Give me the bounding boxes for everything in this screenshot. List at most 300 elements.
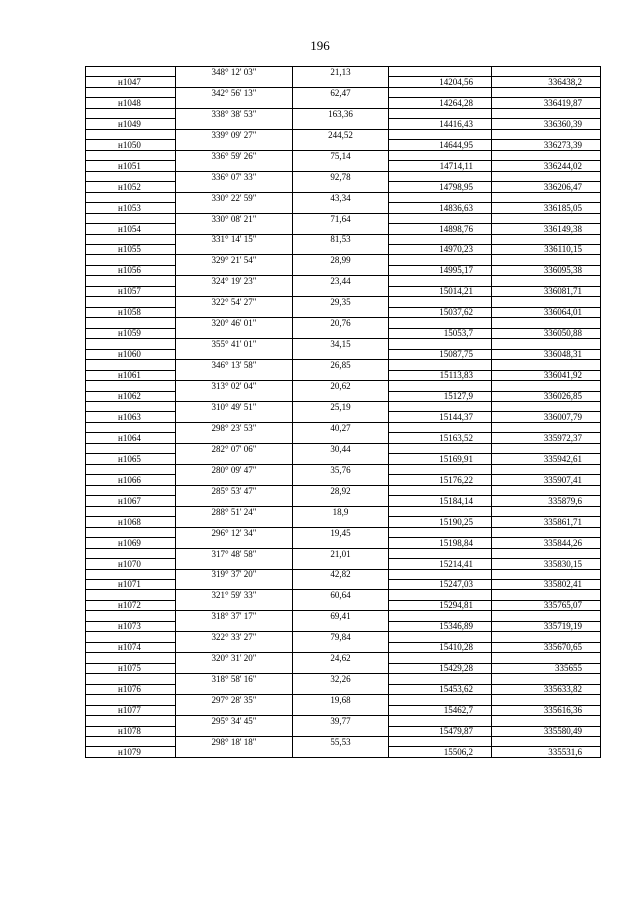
direction-angle-cell: 320° 31' 20" (176, 653, 293, 663)
point-name-cell (86, 695, 176, 705)
direction-angle-cell: 298° 23' 53" (176, 422, 293, 432)
point-name-cell (86, 213, 176, 223)
segment-row (86, 422, 601, 432)
coordinate-x-cell (389, 339, 492, 349)
direction-angle-cell: 336° 07' 33" (176, 171, 293, 181)
distance-cell: 21,13 (293, 67, 389, 77)
coordinate-x-cell: 15214,41 (389, 559, 492, 569)
point-row (86, 559, 601, 569)
point-name-cell: н1065 (86, 454, 176, 464)
direction-angle-cell (176, 475, 293, 485)
distance-cell: 62,47 (293, 87, 389, 97)
segment-row (86, 611, 601, 621)
point-row (86, 496, 601, 506)
point-name-cell: н1048 (86, 98, 176, 108)
distance-cell: 30,44 (293, 443, 389, 453)
coordinate-x-cell (389, 422, 492, 432)
coordinate-y-cell: 336185,05 (492, 203, 601, 213)
point-name-cell (86, 590, 176, 600)
distance-cell (293, 726, 389, 736)
point-name-cell (86, 422, 176, 432)
distance-cell: 69,41 (293, 611, 389, 621)
coordinate-y-cell: 336026,85 (492, 391, 601, 401)
coordinate-x-cell: 14416,43 (389, 119, 492, 129)
coordinate-x-cell (389, 527, 492, 537)
point-name-cell (86, 150, 176, 160)
point-name-cell: н1063 (86, 412, 176, 422)
point-name-cell: н1052 (86, 182, 176, 192)
coordinate-y-cell (492, 87, 601, 97)
coordinate-x-cell: 15429,28 (389, 663, 492, 673)
direction-angle-cell: 331° 14' 15" (176, 234, 293, 244)
coordinate-x-cell (389, 737, 492, 747)
direction-angle-cell: 348° 12' 03" (176, 67, 293, 77)
direction-angle-cell (176, 265, 293, 275)
coordinate-x-cell: 15506,2 (389, 747, 492, 757)
direction-angle-cell (176, 203, 293, 213)
coordinate-x-cell (389, 506, 492, 516)
distance-cell: 39,77 (293, 716, 389, 726)
direction-angle-cell (176, 663, 293, 673)
point-row (86, 349, 601, 359)
point-row (86, 98, 601, 108)
coordinate-x-cell (389, 569, 492, 579)
direction-angle-cell: 346° 13' 58" (176, 360, 293, 370)
segment-row (86, 318, 601, 328)
coordinate-x-cell (389, 276, 492, 286)
direction-angle-cell: 321° 59' 33" (176, 590, 293, 600)
point-name-cell: н1078 (86, 726, 176, 736)
distance-cell (293, 663, 389, 673)
point-row (86, 244, 601, 254)
point-name-cell: н1060 (86, 349, 176, 359)
coordinate-y-cell: 336041,92 (492, 370, 601, 380)
point-name-cell (86, 443, 176, 453)
point-name-cell: н1067 (86, 496, 176, 506)
coordinate-y-cell: 336360,39 (492, 119, 601, 129)
coordinate-x-cell (389, 464, 492, 474)
coordinate-x-cell: 15410,28 (389, 642, 492, 652)
direction-angle-cell (176, 684, 293, 694)
direction-angle-cell: 298° 18' 18" (176, 737, 293, 747)
coordinate-x-cell (389, 653, 492, 663)
segment-row (86, 402, 601, 412)
coordinate-x-cell: 15190,25 (389, 517, 492, 527)
coordinate-y-cell: 336095,38 (492, 265, 601, 275)
direction-angle-cell (176, 412, 293, 422)
coordinate-x-cell (389, 695, 492, 705)
coordinate-y-cell: 335670,65 (492, 642, 601, 652)
coordinate-y-cell: 335907,41 (492, 475, 601, 485)
coordinate-y-cell: 336064,01 (492, 307, 601, 317)
point-row (86, 328, 601, 338)
coordinate-x-cell: 15294,81 (389, 600, 492, 610)
direction-angle-cell (176, 244, 293, 254)
distance-cell (293, 496, 389, 506)
coordinate-x-cell (389, 590, 492, 600)
distance-cell: 25,19 (293, 402, 389, 412)
point-name-cell (86, 402, 176, 412)
direction-angle-cell (176, 747, 293, 757)
direction-angle-cell: 322° 33' 27" (176, 632, 293, 642)
point-name-cell (86, 548, 176, 558)
point-row (86, 412, 601, 422)
distance-cell: 35,76 (293, 464, 389, 474)
point-name-cell: н1071 (86, 579, 176, 589)
direction-angle-cell: 355° 41' 01" (176, 339, 293, 349)
distance-cell: 71,64 (293, 213, 389, 223)
distance-cell: 55,53 (293, 737, 389, 747)
coordinate-x-cell: 15087,75 (389, 349, 492, 359)
segment-row (86, 192, 601, 202)
direction-angle-cell: 280° 09' 47" (176, 464, 293, 474)
distance-cell: 28,99 (293, 255, 389, 265)
distance-cell (293, 433, 389, 443)
distance-cell: 79,84 (293, 632, 389, 642)
distance-cell: 19,45 (293, 527, 389, 537)
coordinate-y-cell: 335531,6 (492, 747, 601, 757)
coordinate-x-cell (389, 716, 492, 726)
coordinate-y-cell (492, 506, 601, 516)
point-row (86, 517, 601, 527)
segment-row (86, 171, 601, 181)
direction-angle-cell (176, 517, 293, 527)
coordinate-x-cell (389, 632, 492, 642)
distance-cell: 92,78 (293, 171, 389, 181)
direction-angle-cell: 339° 09' 27" (176, 129, 293, 139)
segment-row (86, 527, 601, 537)
distance-cell (293, 182, 389, 192)
distance-cell (293, 77, 389, 87)
coordinate-y-cell (492, 422, 601, 432)
distance-cell (293, 286, 389, 296)
point-name-cell (86, 318, 176, 328)
distance-cell: 75,14 (293, 150, 389, 160)
point-name-cell (86, 87, 176, 97)
distance-cell: 42,82 (293, 569, 389, 579)
distance-cell: 81,53 (293, 234, 389, 244)
segment-row (86, 653, 601, 663)
point-row (86, 433, 601, 443)
coordinate-x-cell: 14714,11 (389, 161, 492, 171)
point-name-cell: н1053 (86, 203, 176, 213)
distance-cell: 244,52 (293, 129, 389, 139)
direction-angle-cell (176, 328, 293, 338)
point-name-cell: н1061 (86, 370, 176, 380)
distance-cell (293, 244, 389, 254)
direction-angle-cell: 318° 58' 16" (176, 674, 293, 684)
coordinate-x-cell (389, 129, 492, 139)
segment-row (86, 716, 601, 726)
distance-cell (293, 642, 389, 652)
coordinate-x-cell: 14898,76 (389, 224, 492, 234)
point-name-cell: н1062 (86, 391, 176, 401)
coordinate-x-cell: 15053,7 (389, 328, 492, 338)
distance-cell (293, 579, 389, 589)
point-name-cell (86, 171, 176, 181)
coordinate-y-cell (492, 255, 601, 265)
distance-cell (293, 747, 389, 757)
point-name-cell (86, 653, 176, 663)
distance-cell: 23,44 (293, 276, 389, 286)
direction-angle-cell: 319° 37' 20" (176, 569, 293, 579)
point-name-cell (86, 485, 176, 495)
coordinate-x-cell (389, 548, 492, 558)
coordinate-x-cell (389, 485, 492, 495)
direction-angle-cell (176, 224, 293, 234)
point-name-cell (86, 339, 176, 349)
coordinate-y-cell (492, 360, 601, 370)
direction-angle-cell: 285° 53' 47" (176, 485, 293, 495)
point-name-cell (86, 192, 176, 202)
coordinate-y-cell: 335830,15 (492, 559, 601, 569)
distance-cell: 43,34 (293, 192, 389, 202)
coordinate-y-cell (492, 192, 601, 202)
coordinates-table-body (86, 67, 601, 758)
distance-cell (293, 370, 389, 380)
point-row (86, 475, 601, 485)
direction-angle-cell: 295° 34' 45" (176, 716, 293, 726)
point-name-cell: н1070 (86, 559, 176, 569)
coordinate-x-cell: 15176,22 (389, 475, 492, 485)
point-name-cell (86, 737, 176, 747)
direction-angle-cell: 313° 02' 04" (176, 381, 293, 391)
distance-cell (293, 517, 389, 527)
direction-angle-cell (176, 391, 293, 401)
coordinate-x-cell: 14798,95 (389, 182, 492, 192)
segment-row (86, 674, 601, 684)
direction-angle-cell (176, 600, 293, 610)
distance-cell (293, 475, 389, 485)
coordinate-y-cell (492, 443, 601, 453)
point-row (86, 140, 601, 150)
coordinate-y-cell: 336149,38 (492, 224, 601, 234)
distance-cell: 28,92 (293, 485, 389, 495)
point-name-cell: н1059 (86, 328, 176, 338)
coordinate-y-cell: 336206,47 (492, 182, 601, 192)
direction-angle-cell (176, 559, 293, 569)
distance-cell (293, 119, 389, 129)
distance-cell: 18,9 (293, 506, 389, 516)
direction-angle-cell (176, 161, 293, 171)
coordinate-x-cell: 15462,7 (389, 705, 492, 715)
point-row (86, 119, 601, 129)
distance-cell: 34,15 (293, 339, 389, 349)
distance-cell (293, 140, 389, 150)
distance-cell (293, 705, 389, 715)
coordinate-y-cell (492, 67, 601, 77)
coordinate-y-cell (492, 213, 601, 223)
coordinate-y-cell (492, 527, 601, 537)
point-name-cell (86, 234, 176, 244)
distance-cell (293, 454, 389, 464)
coordinate-y-cell (492, 695, 601, 705)
coordinate-y-cell (492, 737, 601, 747)
direction-angle-cell: 342° 56' 13" (176, 87, 293, 97)
direction-angle-cell: 330° 22' 59" (176, 192, 293, 202)
distance-cell: 29,35 (293, 297, 389, 307)
point-name-cell: н1076 (86, 684, 176, 694)
coordinate-y-cell (492, 402, 601, 412)
direction-angle-cell (176, 77, 293, 87)
direction-angle-cell (176, 349, 293, 359)
coordinate-y-cell: 335580,49 (492, 726, 601, 736)
coordinate-y-cell: 335942,61 (492, 454, 601, 464)
coordinate-x-cell: 15014,21 (389, 286, 492, 296)
point-row (86, 684, 601, 694)
point-row (86, 726, 601, 736)
point-row (86, 747, 601, 757)
segment-row (86, 108, 601, 118)
point-name-cell (86, 716, 176, 726)
point-row (86, 621, 601, 631)
segment-row (86, 213, 601, 223)
direction-angle-cell: 318° 37' 17" (176, 611, 293, 621)
coordinate-y-cell: 335616,36 (492, 705, 601, 715)
direction-angle-cell: 288° 51' 24" (176, 506, 293, 516)
direction-angle-cell: 296° 12' 34" (176, 527, 293, 537)
point-name-cell (86, 255, 176, 265)
distance-cell (293, 307, 389, 317)
distance-cell: 26,85 (293, 360, 389, 370)
point-name-cell (86, 632, 176, 642)
coordinate-x-cell: 15037,62 (389, 307, 492, 317)
distance-cell (293, 265, 389, 275)
coordinate-y-cell: 336081,71 (492, 286, 601, 296)
point-name-cell: н1051 (86, 161, 176, 171)
direction-angle-cell (176, 621, 293, 631)
distance-cell (293, 412, 389, 422)
point-name-cell (86, 67, 176, 77)
direction-angle-cell (176, 307, 293, 317)
coordinate-x-cell: 15113,83 (389, 370, 492, 380)
direction-angle-cell (176, 98, 293, 108)
direction-angle-cell (176, 119, 293, 129)
direction-angle-cell (176, 579, 293, 589)
coordinate-y-cell: 335972,37 (492, 433, 601, 443)
point-row (86, 224, 601, 234)
distance-cell (293, 538, 389, 548)
point-name-cell: н1074 (86, 642, 176, 652)
segment-row (86, 485, 601, 495)
distance-cell (293, 621, 389, 631)
distance-cell (293, 559, 389, 569)
point-row (86, 182, 601, 192)
distance-cell: 19,68 (293, 695, 389, 705)
point-row (86, 663, 601, 673)
coordinate-x-cell (389, 443, 492, 453)
distance-cell (293, 328, 389, 338)
coordinate-y-cell (492, 339, 601, 349)
segment-row (86, 506, 601, 516)
coordinate-x-cell (389, 108, 492, 118)
coordinate-y-cell: 335802,41 (492, 579, 601, 589)
direction-angle-cell (176, 433, 293, 443)
coordinate-x-cell (389, 67, 492, 77)
segment-row (86, 443, 601, 453)
direction-angle-cell: 336° 59' 26" (176, 150, 293, 160)
point-name-cell: н1055 (86, 244, 176, 254)
direction-angle-cell: 338° 38' 53" (176, 108, 293, 118)
segment-row (86, 297, 601, 307)
point-name-cell (86, 129, 176, 139)
point-name-cell: н1073 (86, 621, 176, 631)
coordinate-x-cell: 15169,91 (389, 454, 492, 464)
direction-angle-cell (176, 370, 293, 380)
coordinate-y-cell (492, 234, 601, 244)
direction-angle-cell (176, 454, 293, 464)
point-name-cell: н1057 (86, 286, 176, 296)
point-row (86, 579, 601, 589)
distance-cell: 20,62 (293, 381, 389, 391)
direction-angle-cell (176, 286, 293, 296)
point-name-cell: н1069 (86, 538, 176, 548)
coordinate-y-cell (492, 276, 601, 286)
segment-row (86, 276, 601, 286)
coordinate-y-cell: 336050,88 (492, 328, 601, 338)
coordinate-y-cell (492, 632, 601, 642)
point-name-cell: н1077 (86, 705, 176, 715)
coordinate-x-cell: 14644,95 (389, 140, 492, 150)
segment-row (86, 590, 601, 600)
coordinate-y-cell: 336110,15 (492, 244, 601, 254)
distance-cell (293, 349, 389, 359)
point-row (86, 642, 601, 652)
distance-cell: 163,36 (293, 108, 389, 118)
segment-row (86, 234, 601, 244)
point-name-cell: н1056 (86, 265, 176, 275)
coordinate-x-cell (389, 150, 492, 160)
segment-row (86, 381, 601, 391)
distance-cell: 21,01 (293, 548, 389, 558)
point-name-cell (86, 381, 176, 391)
coordinate-x-cell: 14836,63 (389, 203, 492, 213)
point-name-cell: н1068 (86, 517, 176, 527)
coordinate-x-cell: 15163,52 (389, 433, 492, 443)
coordinate-y-cell (492, 716, 601, 726)
coordinate-y-cell (492, 381, 601, 391)
coordinate-y-cell (492, 674, 601, 684)
point-row (86, 286, 601, 296)
coordinate-y-cell (492, 150, 601, 160)
distance-cell (293, 98, 389, 108)
coordinate-x-cell: 15144,37 (389, 412, 492, 422)
coordinate-y-cell (492, 464, 601, 474)
coordinate-x-cell: 15184,14 (389, 496, 492, 506)
segment-row (86, 150, 601, 160)
point-name-cell: н1075 (86, 663, 176, 673)
direction-angle-cell (176, 726, 293, 736)
segment-row (86, 464, 601, 474)
coordinate-y-cell (492, 129, 601, 139)
point-row (86, 265, 601, 275)
coordinate-y-cell (492, 653, 601, 663)
coordinate-y-cell: 336273,39 (492, 140, 601, 150)
point-row (86, 370, 601, 380)
coordinate-x-cell: 15198,84 (389, 538, 492, 548)
coordinate-x-cell (389, 234, 492, 244)
direction-angle-cell (176, 538, 293, 548)
segment-row (86, 548, 601, 558)
direction-angle-cell: 330° 08' 21" (176, 213, 293, 223)
coordinate-y-cell (492, 611, 601, 621)
point-name-cell (86, 506, 176, 516)
point-row (86, 538, 601, 548)
coordinate-x-cell (389, 171, 492, 181)
point-name-cell (86, 527, 176, 537)
direction-angle-cell (176, 705, 293, 715)
point-row (86, 307, 601, 317)
